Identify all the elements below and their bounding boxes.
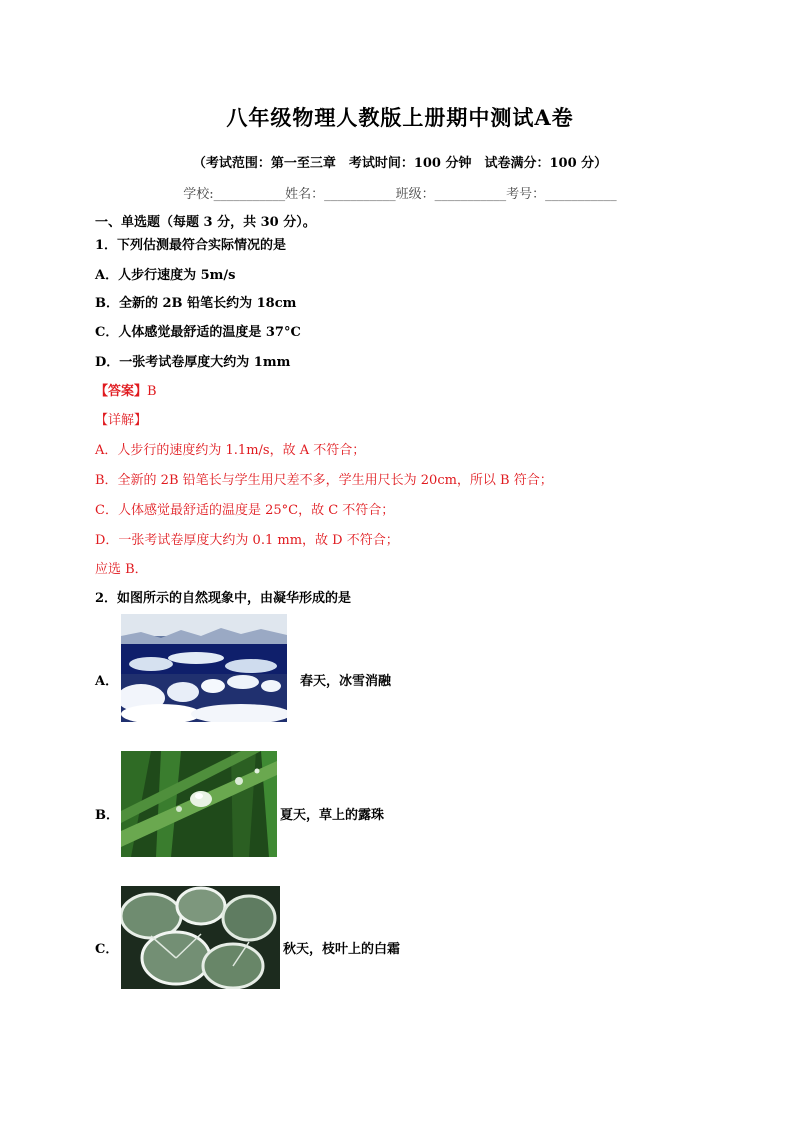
question-2-option-c-letter: C． xyxy=(95,942,119,957)
answer-label: 【答案】 xyxy=(95,384,148,399)
exam-subtitle: （考试范围：第一至三章 考试时间：100 分钟 试卷满分：100 分） xyxy=(192,156,608,171)
melting-snow-photo xyxy=(121,614,287,722)
question-1-option-b: B．全新的 2B 铅笔长约为 18cm xyxy=(95,296,297,311)
exam-title: 八年级物理人教版上册期中测试A卷 xyxy=(226,105,574,130)
question-2-option-a-letter: A． xyxy=(95,674,119,689)
question-2-option-b-caption: 夏天，草上的露珠 xyxy=(280,808,385,823)
question-2-option-c-caption: 秋天，枝叶上的白霜 xyxy=(283,942,401,957)
detail-d: D．一张考试卷厚度大约为 0.1 mm，故 D 不符合； xyxy=(95,533,399,548)
frost-on-leaves-photo xyxy=(121,886,280,989)
question-1-stem: 1．下列估测最符合实际情况的是 xyxy=(95,238,287,253)
question-2-option-a-caption: 春天，冰雪消融 xyxy=(300,674,392,689)
question-2-stem: 2．如图所示的自然现象中，由凝华形成的是 xyxy=(95,591,352,606)
section-heading: 一、单选题（每题 3 分，共 30 分）。 xyxy=(95,215,316,230)
dew-on-grass-photo xyxy=(121,751,277,857)
detail-conclusion: 应选 B． xyxy=(95,562,148,577)
detail-label: 【详解】 xyxy=(95,413,148,428)
detail-b: B．全新的 2B 铅笔长与学生用尺差不多，学生用尺长为 20cm，所以 B 符合； xyxy=(95,473,553,488)
detail-a: A．人步行的速度约为 1.1m/s，故 A 不符合； xyxy=(95,443,366,458)
question-1-option-a: A．人步行速度为 5m/s xyxy=(95,268,236,283)
answer-value: B xyxy=(147,384,157,399)
question-2-option-b-letter: B． xyxy=(95,808,119,823)
question-1-option-d: D．一张考试卷厚度大约为 1mm xyxy=(95,355,291,370)
detail-c: C．人体感觉最舒适的温度是 25°C，故 C 不符合； xyxy=(95,503,395,518)
student-info-line: 学校:___________姓名：___________班级：___________考号：___________ xyxy=(183,187,617,202)
answer-line xyxy=(95,380,157,399)
question-1-option-c: C．人体感觉最舒适的温度是 37°C xyxy=(95,325,301,340)
